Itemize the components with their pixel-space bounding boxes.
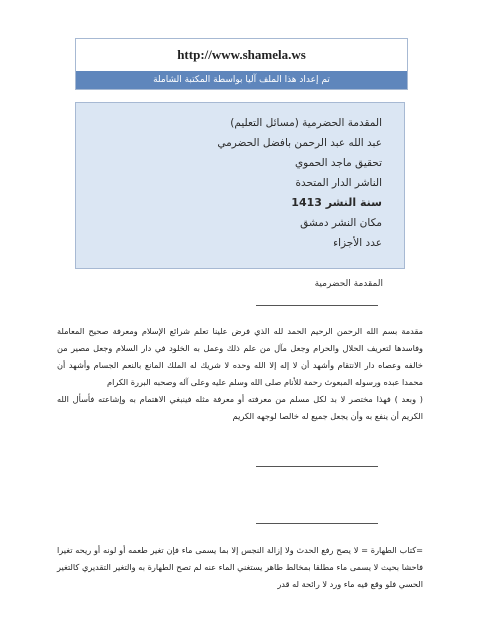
intro-text [57,323,423,425]
header-url: http://www.shamela.ws [177,47,306,62]
book-title: المقدمة الحضرمية (مسائل التعليم) [230,117,382,129]
section-paragraph: =كتاب الطهارة = لا يصح رفع الحدث ولا إزالة النجس إلا بما يسمى ماء فإن تغير طعمه أو لونه أو ريحه تغيرا فاحشا بحيث لا يسمى ماء مطلقا بمخالط طاهر يستغني الماء عنه لم تصح الطهارة به والتغير التقديري كالتغير الحسي فلو وقع فيه ماء ورد لا رائحة له قدر [57,545,423,589]
header-note: تم إعداد هذا الملف آليا بواسطة المكتبة الشاملة [76,71,407,89]
book-place: مكان النشر دمشق [300,217,382,229]
separator-line [256,466,378,467]
section-text [57,542,423,593]
intro-paragraph: مقدمة بسم الله الرحمن الرحيم الحمد لله الذي فرض علينا تعلم شرائع الإسلام ومعرفة صحيح المعاملة وفاسدها لتعريف الحلال والحرام وجعل مآل من علم ذلك وعمل به الخلود في دار السلام وجعل مصير من خالفه وعصاه دار الانتقام وأشهد أن لا إله إلا الله وحده لا شريك له الملك المانع بالنعم الجسام وأشهد أن محمدا عبده ورسوله المبعوث رحمة للأنام صلى الله وسلم عليه وعلى آله وصحبه البررة الكرام [57,326,423,387]
document-title: المقدمة الحضرمية [314,279,383,289]
intro-paragraph: ( وبعد ) فهذا مختصر لا بد لكل مسلم من معرفته أو معرفة مثله فينبغي الاهتمام به وإشاعته فأسأل الله الكريم أن ينفع به وأن يجعل جميع له خالصا لوجهه الكريم [57,394,423,421]
book-year: سنة النشر 1413 [291,196,382,209]
book-parts: عدد الأجزاء [333,237,382,249]
book-author: عبد الله عبد الرحمن بافضل الحضرمي [217,137,382,149]
separator-line [256,305,378,306]
separator-line [256,523,378,524]
book-publisher: الناشر الدار المتحدة [295,177,382,189]
header-box [75,38,408,90]
book-editor: تحقيق ماجد الحموي [294,157,382,169]
book-info-box [75,102,405,269]
